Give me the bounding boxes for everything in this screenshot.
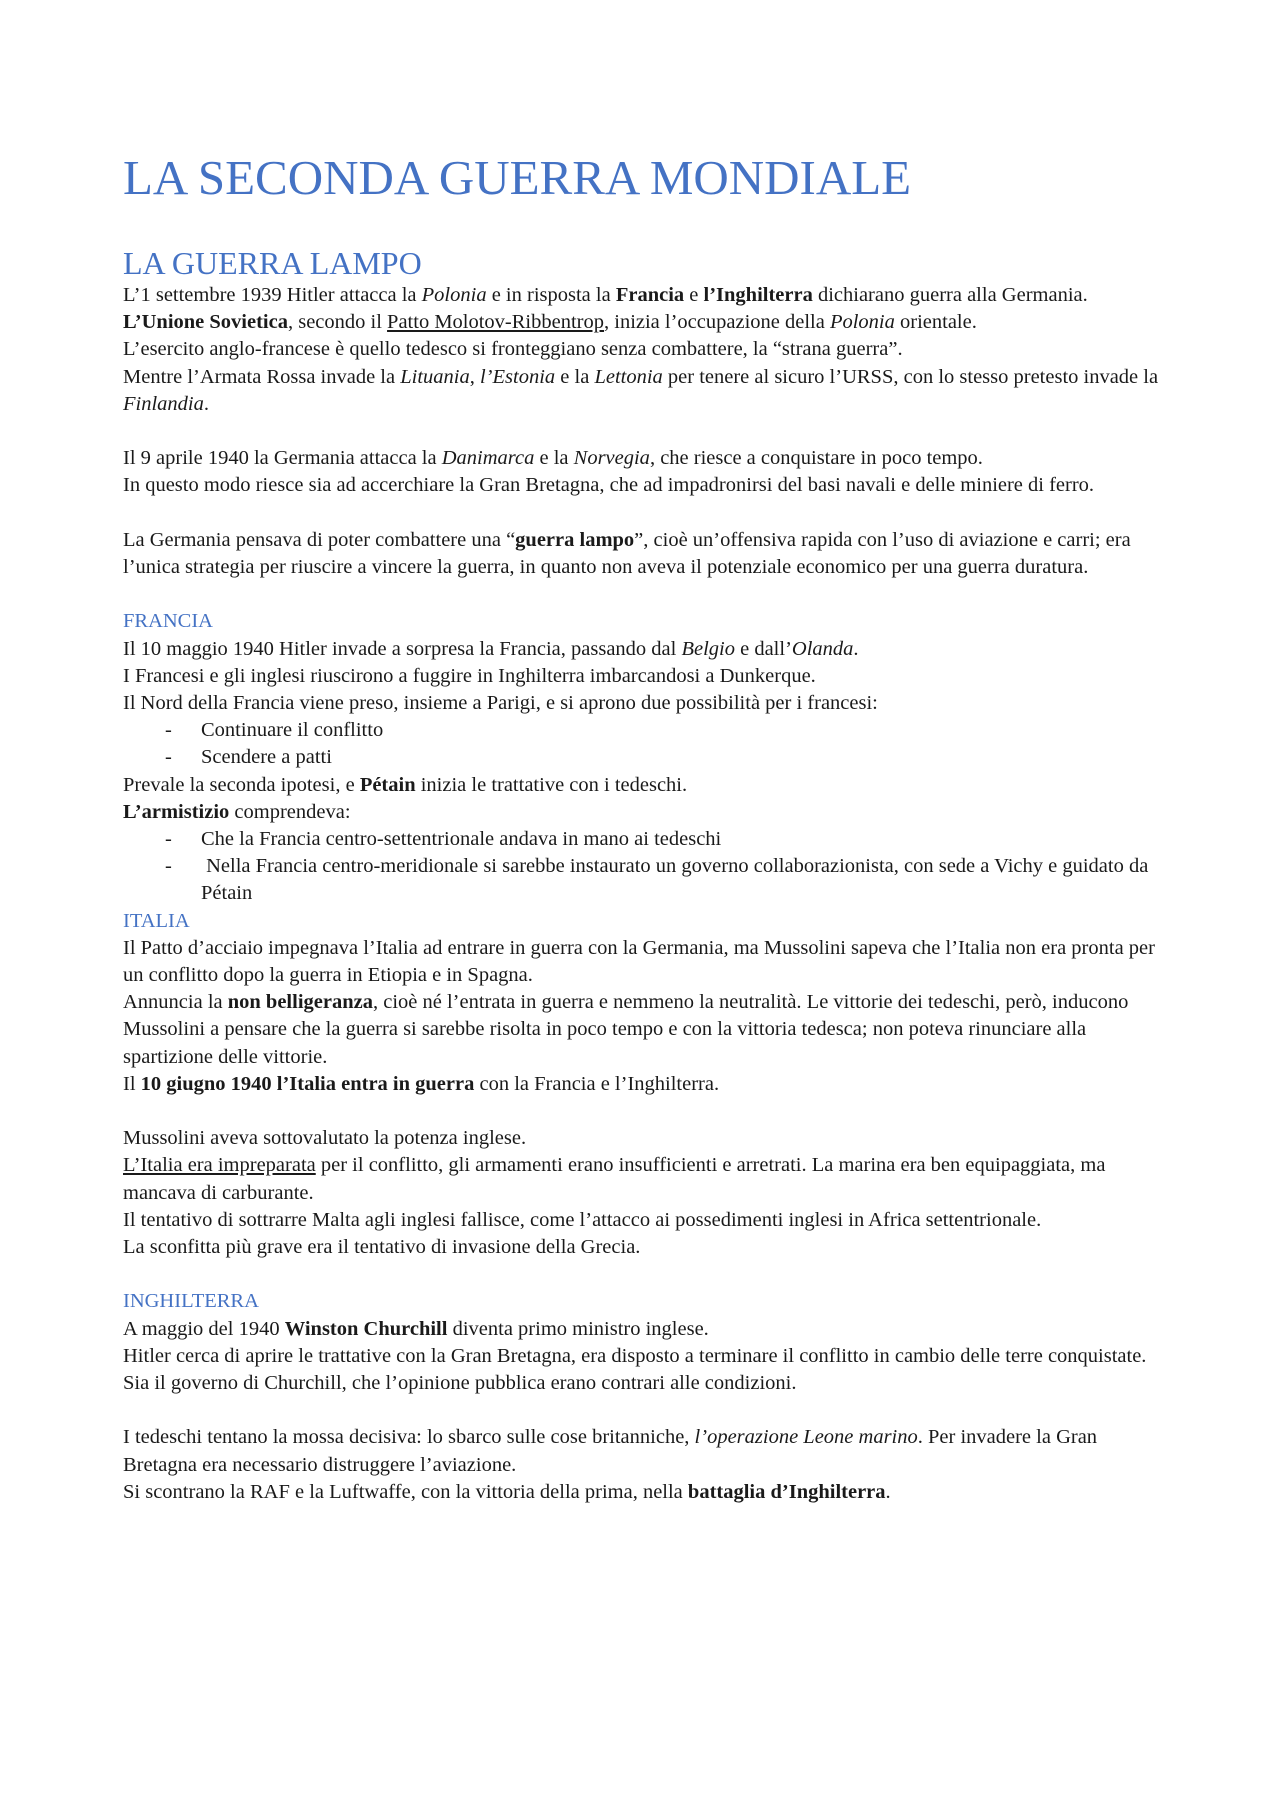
paragraph: A maggio del 1940 Winston Churchill diventa primo ministro inglese.	[123, 1317, 709, 1340]
heading-francia: FRANCIA	[123, 610, 213, 633]
document-title: LA SECONDA GUERRA MONDIALE	[123, 150, 912, 205]
paragraph: Il 10 giugno 1940 l’Italia entra in guerra con la Francia e l’Inghilterra.	[123, 1072, 720, 1095]
paragraph: L’Unione Sovietica, secondo il Patto Molotov-Ribbentrop, inizia l’occupazione della Polonia orientale.	[123, 311, 977, 334]
paragraph: In questo modo riesce sia ad accerchiare la Gran Bretagna, che ad impadronirsi del basi navali e delle miniere di ferro.	[123, 474, 1095, 497]
paragraph: Il Nord della Francia viene preso, insieme a Parigi, e si aprono due possibilità per i francesi:	[123, 692, 878, 714]
list-item: - Continuare il conflitto	[123, 717, 1163, 744]
document-page	[123, 150, 1163, 1506]
underlined-term: L’Italia era impreparata	[123, 1154, 316, 1177]
paragraph: I tedeschi tentano la mossa decisiva: lo sbarco sulle cose britanniche, l’operazione Leone marino. Per invadere la Gran Bretagna era necessario distruggere l’aviazione.	[123, 1426, 1098, 1476]
paragraph: Prevale la seconda ipotesi, e Pétain inizia le trattative con i tedeschi.	[123, 773, 688, 796]
paragraph: L’armistizio comprendeva:	[123, 800, 351, 823]
paragraph: L’Italia era impreparata per il conflitto, gli armamenti erano insufficienti e arretrati. La marina era ben equipaggiata, ma mancava di carburante.	[123, 1154, 1106, 1204]
list-item: - Che la Francia centro-settentrionale andava in mano ai tedeschi	[123, 826, 1163, 853]
list-item: - Scendere a patti	[123, 744, 1163, 771]
list-item: - Nella Francia centro-meridionale si sarebbe instaurato un governo collaborazionista, con sede a Vichy e guidato da Pétain	[123, 853, 1163, 907]
paragraph: I Francesi e gli inglesi riuscirono a fuggire in Inghilterra imbarcandosi a Dunkerque.	[123, 664, 816, 687]
paragraph: L’esercito anglo-francese è quello tedesco si fronteggiano senza combattere, la “strana guerra”.	[123, 338, 903, 361]
paragraph: Annuncia la non belligeranza, cioè né l’entrata in guerra e nemmeno la neutralità. Le vittorie dei tedeschi, però, inducono Mussolini a pensare che la guerra si sarebbe risolta in poco tempo e con la vittoria tedesca; non poteva rinunciare alla spartizione delle vittorie.	[123, 991, 1129, 1068]
paragraph: Il Patto d’acciaio impegnava l’Italia ad entrare in guerra con la Germania, ma Mussolini sapeva che l’Italia non era pronta per un conflitto dopo la guerra in Etiopia e in Spagna.	[123, 936, 1155, 987]
paragraph: Hitler cerca di aprire le trattative con la Gran Bretagna, era disposto a terminare il conflitto in cambio delle terre conquistate. Sia il governo di Churchill, che l’opinione pubblica erano contrari alle condizioni.	[123, 1344, 1147, 1395]
paragraph: Il 10 maggio 1940 Hitler invade a sorpresa la Francia, passando dal Belgio e dall’Olanda.	[123, 637, 859, 660]
paragraph: L’1 settembre 1939 Hitler attacca la Polonia e in risposta la Francia e l’Inghilterra dichiarano guerra alla Germania.	[123, 284, 1088, 306]
heading-guerra-lampo: LA GUERRA LAMPO	[123, 245, 422, 281]
heading-inghilterra: INGHILTERRA	[123, 1290, 259, 1313]
armistice-terms-list	[123, 826, 1163, 908]
paragraph: Il 9 aprile 1940 la Germania attacca la Danimarca e la Norvegia, che riesce a conquistare in poco tempo.	[123, 447, 983, 470]
heading-italia: ITALIA	[123, 909, 190, 932]
paragraph: Mentre l’Armata Rossa invade la Lituania, l’Estonia e la Lettonia per tenere al sicuro l’URSS, con lo stesso pretesto invade la Finlandia.	[123, 365, 1159, 415]
underlined-term: Patto Molotov-Ribbentrop	[387, 311, 604, 334]
paragraph: Il tentativo di sottrarre Malta agli inglesi fallisce, come l’attacco ai possedimenti inglesi in Africa settentrionale.	[123, 1208, 1042, 1231]
paragraph: Mussolini aveva sottovalutato la potenza inglese.	[123, 1127, 527, 1150]
options-list	[123, 717, 1163, 771]
paragraph: La sconfitta più grave era il tentativo di invasione della Grecia.	[123, 1236, 641, 1259]
paragraph: La Germania pensava di poter combattere una “guerra lampo”, cioè un’offensiva rapida con l’uso di aviazione e carri; era l’unica strategia per riuscire a vincere la guerra, in quanto non aveva il potenziale economico per una guerra duratura.	[123, 528, 1131, 578]
paragraph: Si scontrano la RAF e la Luftwaffe, con la vittoria della prima, nella battaglia d’Inghilterra.	[123, 1480, 891, 1503]
